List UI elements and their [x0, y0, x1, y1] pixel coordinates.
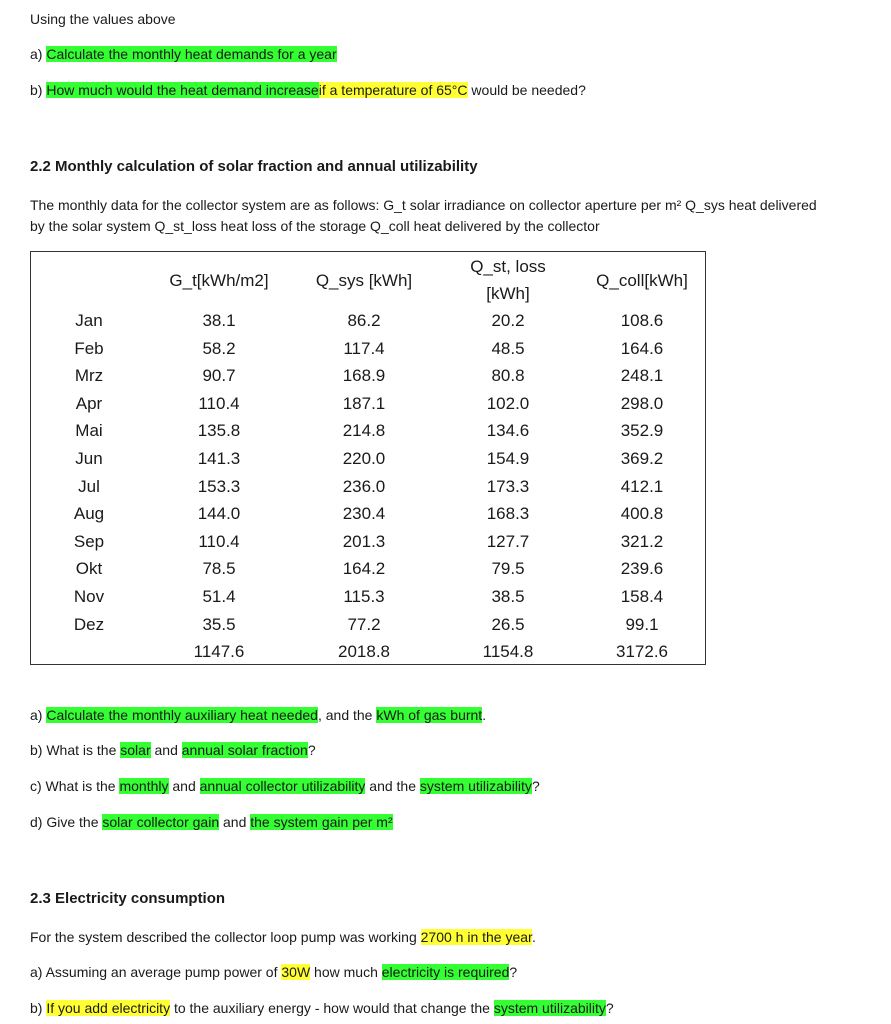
table-cell: 187.1 — [342, 394, 386, 413]
question-c — [30, 777, 540, 795]
table-cell: 35.5 — [202, 615, 236, 634]
highlight: electricity is required — [381, 964, 510, 980]
table-cell: 77.2 — [347, 615, 381, 634]
table-cell: 153.3 — [197, 477, 241, 496]
table-cell: 214.8 — [342, 421, 386, 440]
table-cell: 127.7 — [486, 532, 530, 551]
table-cell: 38.5 — [491, 587, 525, 606]
table-cell: 110.4 — [198, 532, 240, 551]
question-text: how much — [310, 964, 382, 980]
table-cell: 220.0 — [342, 449, 386, 468]
question-text: and the — [365, 778, 420, 794]
table-cell: 80.8 — [491, 366, 525, 385]
question-prefix: a) — [30, 707, 47, 723]
total-cell: 2018.8 — [338, 642, 390, 661]
question-prefix: b) — [30, 1000, 47, 1016]
table-cell: 164.6 — [620, 339, 664, 358]
row-label: Sep — [73, 532, 105, 551]
table-cell: 48.5 — [491, 339, 525, 358]
table-cell: 38.1 — [202, 311, 236, 330]
intro-question-b — [30, 81, 586, 99]
highlight: If you add electricity — [46, 1000, 171, 1016]
highlight: kWh of gas burnt — [376, 707, 483, 723]
row-label: Jun — [75, 449, 103, 468]
highlight: How much would the heat demand increase — [46, 82, 319, 98]
table-cell: 369.2 — [620, 449, 664, 468]
table-cell: 99.1 — [625, 615, 659, 634]
table-cell: 168.9 — [342, 366, 386, 385]
table-cell: 154.9 — [486, 449, 530, 468]
question-text: ? — [509, 964, 518, 980]
table-cell: 26.5 — [491, 615, 525, 634]
highlight: the system gain per m² — [250, 814, 393, 830]
column-header: Q_st, loss — [470, 257, 546, 276]
question-text: and — [168, 778, 200, 794]
question-text: ? — [605, 1000, 614, 1016]
highlight: if a temperature of 65°C — [318, 82, 468, 98]
table-cell: 400.8 — [620, 504, 664, 523]
question-prefix: b) — [30, 82, 47, 98]
table-cell: 236.0 — [342, 477, 386, 496]
highlight: system utilizability — [493, 1000, 606, 1016]
highlight: Calculate the monthly auxiliary heat needed — [46, 707, 318, 723]
question-prefix: c) What is the — [30, 778, 120, 794]
table-cell: 352.9 — [620, 421, 664, 440]
total-cell: 1147.6 — [193, 642, 245, 661]
question-b — [30, 741, 316, 759]
intro-question-a — [30, 45, 337, 63]
row-label: Jul — [78, 477, 100, 496]
description-text: For the system described the collector loop pump was working — [30, 929, 421, 945]
table-cell: 239.6 — [620, 559, 664, 578]
table-cell: 158.4 — [620, 587, 664, 606]
row-label: Mai — [75, 421, 103, 440]
column-header: Q_sys [kWh] — [315, 271, 413, 290]
table-cell: 298.0 — [620, 394, 664, 413]
table-cell: 134.6 — [486, 421, 530, 440]
highlight: monthly — [119, 778, 169, 794]
table-cell: 110.4 — [198, 394, 240, 413]
question-b — [30, 999, 614, 1017]
column-header: Q_coll[kWh] — [596, 271, 688, 290]
total-cell: 3172.6 — [616, 642, 668, 661]
highlight: annual solar fraction — [181, 742, 308, 758]
question-a — [30, 706, 486, 724]
table-cell: 108.6 — [620, 311, 664, 330]
table-cell: 79.5 — [491, 559, 525, 578]
section-description: by the solar system Q_st_loss heat loss of the storage Q_coll heat delivered by the collector — [30, 218, 600, 234]
question-text: and — [150, 742, 182, 758]
table-cell: 248.1 — [620, 366, 664, 385]
highlight: annual collector utilizability — [199, 778, 366, 794]
question-d — [30, 813, 393, 831]
question-text: . — [482, 707, 487, 723]
table-cell: 173.3 — [486, 477, 530, 496]
row-label: Aug — [73, 504, 105, 523]
question-text: , and the — [317, 707, 377, 723]
highlight: 2700 h in the year — [420, 929, 532, 945]
highlight: system utilizability — [419, 778, 532, 794]
row-label: Jan — [75, 311, 103, 330]
question-text: ? — [307, 742, 316, 758]
row-label: Feb — [74, 339, 104, 358]
section-description — [30, 928, 536, 946]
section-title: 2.3 Electricity consumption — [30, 890, 226, 907]
table-cell: 321.2 — [620, 532, 664, 551]
column-header: [kWh] — [486, 284, 530, 303]
highlight: 30W — [281, 964, 311, 980]
question-a — [30, 963, 517, 981]
table-cell: 144.0 — [197, 504, 241, 523]
row-label: Okt — [75, 559, 103, 578]
question-text: would be needed? — [467, 82, 586, 98]
table-cell: 102.0 — [486, 394, 530, 413]
table-cell: 51.4 — [202, 587, 236, 606]
question-prefix: b) What is the — [30, 742, 121, 758]
column-header: G_t[kWh/m2] — [169, 271, 269, 290]
question-prefix: a) Assuming an average pump power of — [30, 964, 282, 980]
highlight: Calculate the monthly heat demands for a year — [46, 46, 337, 62]
table-cell: 168.3 — [486, 504, 530, 523]
table-cell: 90.7 — [202, 366, 236, 385]
description-text: . — [531, 929, 536, 945]
table-cell: 115.3 — [343, 587, 385, 606]
table-cell: 141.3 — [197, 449, 241, 468]
question-prefix: d) Give the — [30, 814, 103, 830]
table-cell: 86.2 — [347, 311, 381, 330]
section-title: 2.2 Monthly calculation of solar fraction and annual utilizability — [30, 158, 478, 175]
table-cell: 58.2 — [202, 339, 236, 358]
row-label: Apr — [75, 394, 103, 413]
question-text: and — [219, 814, 251, 830]
table-cell: 201.3 — [342, 532, 386, 551]
table-cell: 117.4 — [343, 339, 385, 358]
row-label: Dez — [73, 615, 105, 634]
data-table — [30, 251, 706, 665]
intro-text: Using the values above — [30, 11, 176, 27]
question-prefix: a) — [30, 46, 47, 62]
row-label: Mrz — [74, 366, 104, 385]
table-cell: 164.2 — [342, 559, 386, 578]
highlight: solar collector gain — [102, 814, 220, 830]
table-cell: 135.8 — [197, 421, 241, 440]
table-cell: 230.4 — [342, 504, 386, 523]
question-text: ? — [531, 778, 540, 794]
table-cell: 412.1 — [620, 477, 664, 496]
table-cell: 20.2 — [491, 311, 525, 330]
table-cell: 78.5 — [202, 559, 236, 578]
total-cell: 1154.8 — [482, 642, 534, 661]
row-label: Nov — [73, 587, 105, 606]
question-text: to the auxiliary energy - how would that change the — [170, 1000, 494, 1016]
highlight: solar — [120, 742, 151, 758]
section-description: The monthly data for the collector system are as follows: G_t solar irradiance on collector aperture per m² Q_sys heat delivered — [30, 197, 817, 213]
